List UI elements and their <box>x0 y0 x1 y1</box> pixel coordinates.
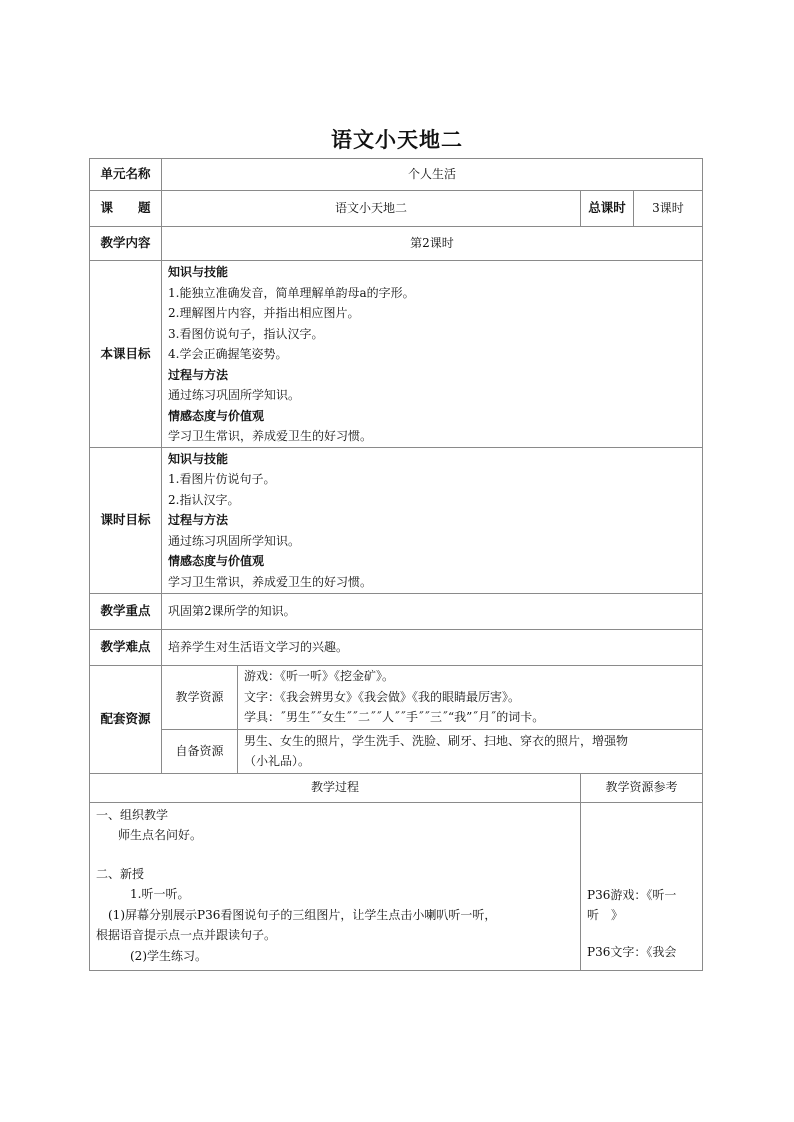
row-resources-self <box>90 729 703 773</box>
teaching-resources-label: 教学资源 <box>162 665 238 729</box>
row-unit <box>90 159 703 191</box>
row-difficulty <box>90 629 703 665</box>
row-lesson-goals <box>90 261 703 448</box>
row-content <box>90 227 703 261</box>
goal-heading: 过程与方法 <box>168 367 229 382</box>
row-process-header <box>90 773 703 802</box>
resource-ref-item: P36文字：《我会 <box>587 944 677 959</box>
self-resources-content <box>238 729 703 773</box>
process-line: (1)屏幕分别展示P36看图说句子的三组图片，让学生点击小喇叭听一听， <box>108 907 497 922</box>
lesson-goals-label: 本课目标 <box>90 261 162 448</box>
goal-item: 通过练习巩固所学知识。 <box>168 388 301 402</box>
unit-label: 单元名称 <box>90 159 162 191</box>
total-hours-label: 总课时 <box>581 191 634 227</box>
goal-item: 4.学会正确握笔姿势。 <box>168 347 288 361</box>
goal-item: 3.看图仿说句子，指认汉字。 <box>168 326 324 341</box>
goal-heading: 情感态度与价值观 <box>168 554 265 568</box>
row-focus <box>90 593 703 629</box>
focus-label: 教学重点 <box>90 593 162 629</box>
focus-value: 巩固第2课所学的知识。 <box>162 593 703 629</box>
difficulty-value: 培养学生对生活语文学习的兴趣。 <box>162 629 703 665</box>
lesson-label: 课 题 <box>90 191 162 227</box>
period-goals-label: 课时目标 <box>90 447 162 593</box>
content-value: 第2课时 <box>162 227 703 261</box>
row-lesson <box>90 191 703 227</box>
period-goals-content <box>162 447 703 593</box>
page-title: 语文小天地二 <box>331 128 463 152</box>
goal-item: 学习卫生常识，养成爱卫生的好习惯。 <box>168 574 373 589</box>
goal-heading: 情感态度与价值观 <box>168 408 265 423</box>
resource-ref-item: P36游戏：《听一 <box>587 887 677 902</box>
goal-heading: 知识与技能 <box>168 451 229 466</box>
goal-item: 通过练习巩固所学知识。 <box>168 533 301 548</box>
resource-item: 男生、女生的照片，学生洗手、洗脸、刷牙、扫地、穿衣的照片，增强物 <box>244 733 629 748</box>
difficulty-label: 教学难点 <box>90 629 162 665</box>
self-resources-label: 自备资源 <box>162 729 238 773</box>
process-line: (2)学生练习。 <box>130 948 207 963</box>
resource-ref-header: 教学资源参考 <box>581 773 703 802</box>
resource-item: 文字：《我会辨男女》《我会做》《我的眼睛最厉害》。 <box>244 689 521 704</box>
total-hours-value: 3课时 <box>634 191 703 227</box>
process-line: 二、新授 <box>96 866 145 881</box>
resource-item: 学具：˝男生˝˝女生˝˝二˝˝人˝˝手˝˝三˝“我”˝月˝的词卡。 <box>244 710 545 725</box>
unit-value: 个人生活 <box>162 159 703 191</box>
teaching-resources-content <box>238 665 703 729</box>
process-header: 教学过程 <box>90 773 581 802</box>
goal-item: 1.看图片仿说句子。 <box>168 472 276 486</box>
goal-heading: 过程与方法 <box>168 513 229 527</box>
goal-item: 1.能独立准确发音，简单理解单韵母a的字形。 <box>168 285 415 300</box>
process-line: 根据语音提示点一点并跟读句子。 <box>96 928 277 942</box>
lesson-plan-table <box>89 158 703 971</box>
goal-item: 2.指认汉字。 <box>168 492 240 507</box>
process-content <box>90 802 581 970</box>
lesson-goals-content <box>162 261 703 448</box>
process-line: 师生点名问好。 <box>118 828 203 842</box>
resource-item: 游戏：《听一听》《挖金矿》。 <box>244 669 395 684</box>
resource-ref-item: 听 》 <box>587 908 624 922</box>
resource-ref-content <box>581 802 703 970</box>
row-period-goals <box>90 447 703 593</box>
resources-label: 配套资源 <box>90 665 162 773</box>
row-resources-teaching <box>90 665 703 729</box>
resource-item: （小礼品）。 <box>244 754 311 768</box>
goal-item: 2.理解图片内容，并指出相应图片。 <box>168 306 360 320</box>
process-line: 一、组织教学 <box>96 807 169 822</box>
content-label: 教学内容 <box>90 227 162 261</box>
lesson-value: 语文小天地二 <box>162 191 581 227</box>
process-line: 1.听一听。 <box>130 887 190 901</box>
goal-item: 学习卫生常识，养成爱卫生的好习惯。 <box>168 429 373 443</box>
row-process-body <box>90 802 703 970</box>
goal-heading: 知识与技能 <box>168 265 229 279</box>
